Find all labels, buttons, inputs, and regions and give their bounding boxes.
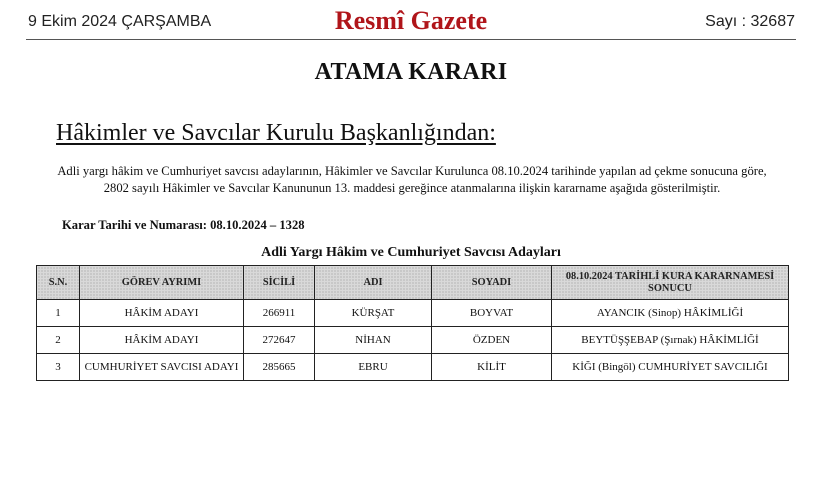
- col-header-last-name: SOYADI: [432, 266, 552, 300]
- header-date: 9 Ekim 2024 ÇARŞAMBA: [28, 13, 212, 30]
- cell-last-name: BOYVAT: [432, 300, 552, 327]
- table-header-row: [37, 266, 789, 300]
- institution-heading: Hâkimler ve Savcılar Kurulu Başkanlığından:: [56, 120, 496, 146]
- cell-first-name: EBRU: [315, 354, 432, 381]
- col-header-result: 08.10.2024 TARİHLİ KURA KARARNAMESİ SONUCU: [552, 266, 789, 300]
- decision-reference: Karar Tarihi ve Numarası: 08.10.2024 – 1328: [62, 218, 305, 232]
- publication-title: Resmî Gazete: [334, 6, 488, 35]
- intro-paragraph: [36, 163, 788, 197]
- col-header-duty: GÖREV AYRIMI: [80, 266, 244, 300]
- document-title: ATAMA KARARI: [314, 59, 508, 85]
- cell-first-name: KÜRŞAT: [315, 300, 432, 327]
- cell-duty: HÂKİM ADAYI: [80, 327, 244, 354]
- col-header-registry: SİCİLİ: [244, 266, 315, 300]
- cell-sn: 2: [37, 327, 80, 354]
- cell-result: BEYTÜŞŞEBAP (Şırnak) HÂKİMLİĞİ: [552, 327, 789, 354]
- intro-paragraph-line-2: 2802 sayılı Hâkimler ve Savcılar Kanununun 13. maddesi gereğince atanmalarına ilişkin kararname aşağıda gösterilmiştir.: [103, 181, 721, 195]
- cell-last-name: KİLİT: [432, 354, 552, 381]
- cell-registry: 272647: [244, 327, 315, 354]
- table-row: [37, 327, 789, 354]
- cell-sn: 1: [37, 300, 80, 327]
- issue-number: Sayı : 32687: [705, 13, 795, 30]
- cell-registry: 285665: [244, 354, 315, 381]
- cell-result: AYANCIK (Sinop) HÂKİMLİĞİ: [552, 300, 789, 327]
- header-divider: [26, 39, 796, 40]
- col-header-first-name: ADI: [315, 266, 432, 300]
- cell-duty: HÂKİM ADAYI: [80, 300, 244, 327]
- col-header-sn: S.N.: [37, 266, 80, 300]
- table-row: [37, 300, 789, 327]
- appointments-table: [36, 265, 789, 381]
- table-caption-wrap: [0, 245, 822, 261]
- cell-registry: 266911: [244, 300, 315, 327]
- cell-sn: 3: [37, 354, 80, 381]
- intro-paragraph-line-1: Adli yargı hâkim ve Cumhuriyet savcısı adaylarının, Hâkimler ve Savcılar Kurulunca 08.10.2024 tarihinde yapılan ad çekme sonucuna göre,: [57, 164, 767, 178]
- cell-last-name: ÖZDEN: [432, 327, 552, 354]
- table-caption: Adli Yargı Hâkim ve Cumhuriyet Savcısı Adayları: [261, 245, 561, 260]
- cell-result: KİĞI (Bingöl) CUMHURİYET SAVCILIĞI: [552, 354, 789, 381]
- cell-duty: CUMHURİYET SAVCISI ADAYI: [80, 354, 244, 381]
- cell-first-name: NİHAN: [315, 327, 432, 354]
- table-row: [37, 354, 789, 381]
